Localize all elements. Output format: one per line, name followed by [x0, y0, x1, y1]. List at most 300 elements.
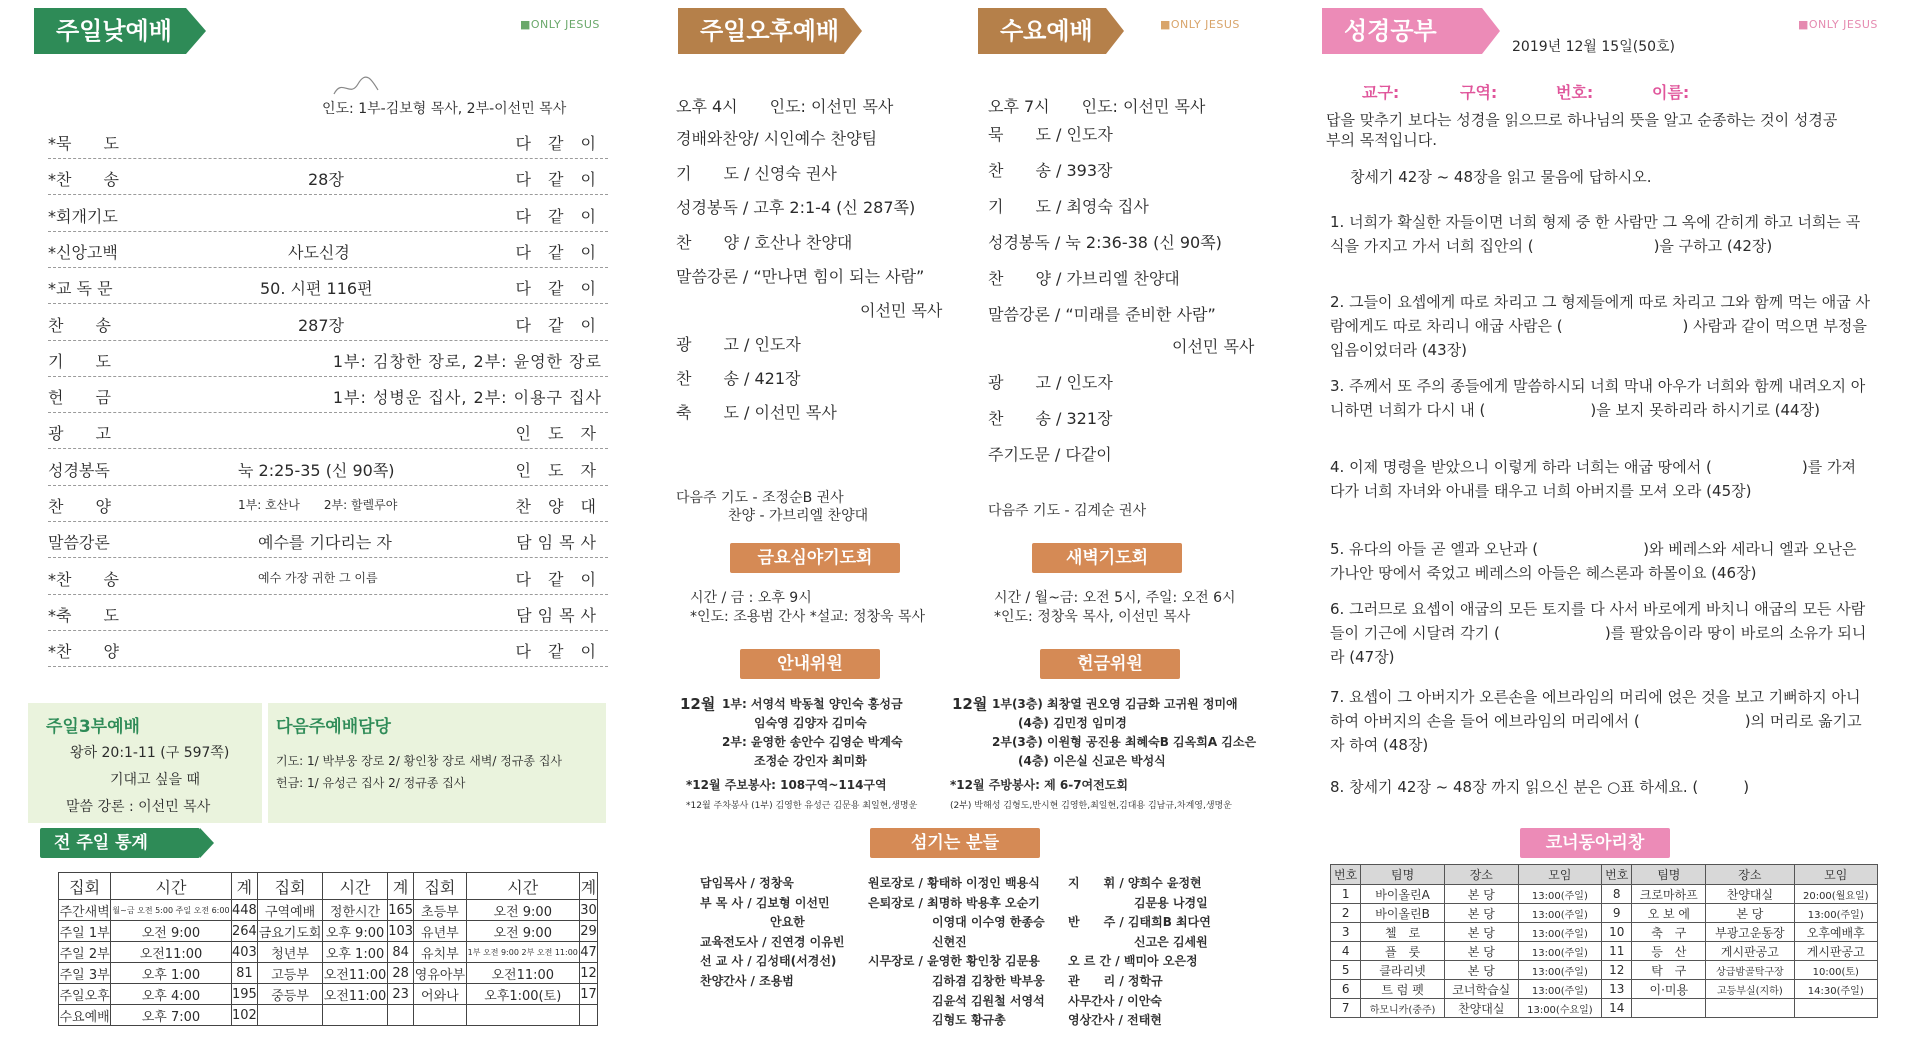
order-item-label: 성경봉독 [48, 460, 110, 480]
order-item-label: 찬 송 [48, 315, 111, 335]
club-column-header: 번호 [1602, 865, 1632, 885]
order-row [48, 376, 608, 413]
table-cell: 부광고운동장 [1706, 923, 1794, 942]
table-cell: 찬양대실 [1706, 885, 1794, 904]
table-cell: 주일오후 [59, 984, 111, 1005]
table-cell: 오후 4:00 [111, 984, 232, 1005]
table-cell: 오전 9:00 [111, 921, 232, 942]
club-column-header: 모임 [1794, 865, 1877, 885]
club-column-header: 번호 [1331, 865, 1361, 885]
table-cell: 오전 9:00 [466, 900, 580, 921]
friday-time: 시간 / 금 : 오후 9시 [690, 590, 812, 606]
order-item-leader: 찬 양 대 [515, 497, 602, 516]
table-cell: 본 당 [1444, 942, 1518, 961]
table-cell: 금요기도회 [258, 921, 323, 942]
table-cell: 유년부 [414, 921, 466, 942]
offering-month: 12월 [952, 695, 988, 713]
order-line: 광 고 / 인도자 [676, 335, 801, 354]
bible-question: 8. 창세기 42장 ~ 48장 까지 읽으신 분은 ○표 하세요. ( ) [1330, 778, 1750, 796]
table-cell: 20:00(월요일) [1794, 885, 1877, 904]
table-cell: 오후 1:00 [323, 942, 388, 963]
order-line: 묵 도 / 인도자 [988, 125, 1113, 144]
table-cell: 중등부 [258, 984, 323, 1005]
stats-column-header: 시간 [111, 873, 232, 900]
order-row [48, 449, 608, 486]
server-line: 사무간사 / 이안숙 [1068, 993, 1162, 1008]
table-cell: 13:00(수요일) [1518, 999, 1601, 1018]
table-cell: 403 [231, 942, 257, 963]
bible-question: 3. 주께서 또 주의 종들에게 말씀하시되 너희 막내 아우가 너희와 함께 내려오지 아니하면 너희가 다시 내 ( )을 보지 못하리라 하시기로 (44장) [1330, 377, 1866, 419]
table-cell: 월~금 오전 5:00 주일 오전 6:00 [111, 900, 232, 921]
table-row [1331, 961, 1878, 980]
bible-study-header: 성경공부 [1322, 8, 1482, 54]
server-line: 시무장로 / 윤영한 황인창 김문용 [868, 954, 1040, 969]
table-cell: 플 룻 [1361, 942, 1445, 961]
order-line: 찬 송 / 421장 [676, 369, 801, 388]
morning-leader: 인도: 1부-김보형 목사, 2부-이선민 목사 [322, 101, 567, 117]
table-cell: 고등부 [258, 963, 323, 984]
order-item-detail: 눅 2:25-35 (신 90쪽) [238, 460, 395, 480]
table-cell: 고등부실(지하) [1706, 980, 1794, 999]
parking-volunteers: *12월 주차봉사 (1부) 김영한 유성근 김문용 최일현,생명운 [686, 801, 918, 811]
table-cell: 165 [387, 900, 413, 921]
header-arrow [186, 8, 206, 54]
table-cell: 264 [231, 921, 257, 942]
club-table [1330, 864, 1878, 1018]
only-jesus-tag: ■ONLY JESUS [1160, 18, 1240, 31]
order-row [48, 485, 608, 522]
order-line: 찬 송 / 321장 [988, 409, 1113, 428]
afternoon-time: 오후 4시 인도: 이선민 목사 [676, 97, 894, 116]
server-line: 오 르 간 / 백미아 오은정 [1068, 954, 1198, 969]
table-cell: 195 [231, 984, 257, 1005]
order-row [48, 594, 608, 631]
field-zone: 구역: [1460, 83, 1498, 102]
order-row [48, 521, 608, 558]
table-cell: 13:00(주일) [1518, 961, 1601, 980]
table-cell: 하모니카(중주) [1361, 999, 1445, 1018]
table-row [1331, 942, 1878, 961]
table-cell: 본 당 [1444, 923, 1518, 942]
table-cell: 14:30(주일) [1794, 980, 1877, 999]
order-row [48, 412, 608, 449]
order-item-label: *찬 양 [48, 642, 119, 662]
table-cell: 13 [1602, 980, 1632, 999]
order-item-leader: 담임목사 [516, 605, 602, 625]
table-row [1331, 999, 1878, 1018]
order-line: 찬 양 / 호산나 찬양대 [676, 232, 853, 252]
wednesday-next-prayer: 다음주 기도 - 김계순 권사 [988, 503, 1147, 519]
third-service-passage: 왕하 20:1-11 (구 597쪽) [70, 745, 230, 761]
table-cell [387, 1005, 413, 1026]
server-line: 원로장로 / 황태하 이정인 백용식 [868, 876, 1040, 890]
table-cell: 13:00(주일) [1518, 980, 1601, 999]
stats-column-header: 시간 [466, 873, 580, 900]
table-cell: 3 [1331, 923, 1361, 942]
order-item-leader: 다 같 이 [515, 206, 602, 226]
bible-intro: 답을 맞추기 보다는 성경을 읽으므로 하나님의 뜻을 알고 순종하는 것이 성경공부의 목적입니다. [1326, 111, 1838, 149]
order-item-detail: 287장 [298, 315, 344, 335]
table-cell: 상급밤골탁구장 [1706, 961, 1794, 980]
table-cell: 초등부 [414, 900, 466, 921]
server-line: 반 주 / 김태희B 최다연 [1068, 915, 1211, 930]
next-week-title: 다음주예배담당 [276, 717, 391, 737]
table-cell: 17 [580, 984, 598, 1005]
bulletin-volunteers: *12월 주보봉사: 108구역~114구역 [686, 778, 887, 792]
friday-leaders: *인도: 조용범 간사 *설교: 정창욱 목사 [690, 609, 926, 625]
order-line: 찬 양 / 가브리엘 찬양대 [988, 269, 1180, 288]
table-row [59, 984, 598, 1005]
table-cell: 첼 로 [1361, 923, 1445, 942]
table-cell: 바이올린B [1361, 904, 1445, 923]
table-cell [258, 1005, 323, 1026]
club-column-header: 장소 [1706, 865, 1794, 885]
table-cell: 10 [1602, 923, 1632, 942]
table-cell: 주일 1부 [59, 921, 111, 942]
table-cell: 29 [580, 921, 598, 942]
table-cell: 103 [387, 921, 413, 942]
divider [262, 703, 268, 823]
wednesday-preacher: 이선민 목사 [1172, 337, 1255, 356]
order-item-leader: 1부: 김창한 장로, 2부: 윤영한 장로 [332, 351, 602, 371]
stats-column-header: 시간 [323, 873, 388, 900]
table-cell: 어와나 [414, 984, 466, 1005]
table-cell: 오 보 에 [1632, 904, 1706, 923]
table-cell: 본 당 [1444, 885, 1518, 904]
bible-instruction: 창세기 42장 ~ 48장을 읽고 물음에 답하시오. [1350, 168, 1652, 186]
bible-question: 1. 너희가 확실한 자들이면 너희 형제 중 한 사람만 그 옥에 갇히게 하고 너희는 곡식을 가지고 가서 너희 집안의 ( )을 구하고 (42장) [1330, 213, 1861, 255]
order-item-leader: 다 같 이 [515, 569, 602, 589]
server-line: 이영대 이수영 한종승 [932, 915, 1045, 930]
table-cell: 탁 구 [1632, 961, 1706, 980]
table-cell: 오전11:00 [466, 963, 580, 984]
table-cell: 본 당 [1706, 904, 1794, 923]
order-item-leader: 다 같 이 [515, 315, 602, 335]
table-cell: 8 [1602, 885, 1632, 904]
usher-line: 임숙영 김양자 김미숙 [754, 716, 867, 730]
table-cell: 13:00(주일) [1794, 904, 1877, 923]
offering-line: 1부(3층) 최창열 권오영 김금화 고귀원 정미애 [992, 697, 1238, 711]
field-number: 번호: [1556, 83, 1594, 102]
stats-column-header: 계 [580, 873, 598, 900]
order-item-label: *신앙고백 [48, 242, 118, 262]
wednesday-time: 오후 7시 인도: 이선민 목사 [988, 97, 1206, 116]
wednesday-worship-header: 수요예배 [978, 8, 1106, 54]
dawn-leaders: *인도: 정창욱 목사, 이선민 목사 [994, 609, 1191, 625]
table-row [1331, 923, 1878, 942]
server-line: 교육전도사 / 진연경 이유빈 [700, 934, 845, 949]
third-service-title: 주일3부예배 [46, 717, 140, 737]
order-item-label: 헌 금 [48, 388, 111, 408]
table-cell: 오후 1:00 [111, 963, 232, 984]
table-cell: 구역예배 [258, 900, 323, 921]
order-item-leader: 담임목사 [516, 533, 602, 553]
stats-column-header: 계 [231, 873, 257, 900]
table-cell: 102 [231, 1005, 257, 1026]
table-cell: 이·미용 [1632, 980, 1706, 999]
server-line: 부 목 사 / 김보형 이선민 [700, 895, 830, 910]
order-item-leader: 다 같 이 [515, 642, 602, 662]
order-item-label: *교 독 문 [48, 279, 113, 299]
club-column-header: 팀명 [1632, 865, 1706, 885]
club-column-header: 장소 [1444, 865, 1518, 885]
table-cell: 5 [1331, 961, 1361, 980]
order-item-leader: 1부: 성병운 집사, 2부: 이용구 집사 [332, 388, 602, 408]
table-row [1331, 980, 1878, 999]
table-cell: 4 [1331, 942, 1361, 961]
server-line: 신고은 김세원 [1134, 934, 1208, 949]
table-row [59, 963, 598, 984]
order-line: 성경봉독 / 눅 2:36-38 (신 90쪽) [988, 233, 1222, 252]
table-row [1331, 904, 1878, 923]
table-cell: 클라리넷 [1361, 961, 1445, 980]
order-row [48, 558, 608, 595]
order-item-leader: 다 같 이 [515, 170, 602, 190]
table-cell: 13:00(주일) [1518, 904, 1601, 923]
bible-question: 5. 유다의 아들 곧 엘과 오난과 ( )와 베레스와 세라니 엘과 오난은 가나안 땅에서 죽었고 베레스의 아들은 헤스론과 하몰이요 (46장) [1330, 540, 1857, 582]
order-item-detail: 예수 가장 귀한 그 이름 [258, 570, 378, 585]
afternoon-next-praise: 찬양 - 가브리엘 찬양대 [728, 508, 869, 524]
table-cell: 정한시간 [323, 900, 388, 921]
order-item-detail: 50. 시편 116편 [260, 279, 373, 299]
table-cell: 10:00(토) [1794, 961, 1877, 980]
table-cell [466, 1005, 580, 1026]
table-cell: 오후예배후 [1794, 923, 1877, 942]
order-item-leader: 다 같 이 [515, 279, 602, 299]
server-line: 은퇴장로 / 최명하 박용후 오순기 [868, 895, 1040, 910]
table-cell: 1 [1331, 885, 1361, 904]
header-arrow [1106, 8, 1124, 54]
order-line: 말씀강론 / “미래를 준비한 사람” [988, 305, 1216, 324]
order-line: 기 도 / 최영숙 집사 [988, 197, 1149, 216]
table-cell: 게시판공고 [1794, 942, 1877, 961]
stats-title: 전 주일 통계 [40, 828, 200, 858]
table-cell [1632, 999, 1706, 1018]
morning-worship-header: 주일낮예배 [34, 8, 186, 54]
next-week-prayer: 기도: 1/ 박부웅 장로 2/ 황인창 장로 새벽/ 정규종 집사 [276, 754, 563, 768]
table-row [1331, 885, 1878, 904]
order-item-leader: 다 같 이 [515, 242, 602, 262]
order-item-leader: 다 같 이 [515, 134, 602, 153]
order-item-label: 말씀강론 [48, 533, 110, 553]
server-line: 선 교 사 / 김성태(서경선) [700, 954, 837, 969]
ornament-icon [332, 76, 382, 100]
table-cell: 13:00(주일) [1518, 942, 1601, 961]
order-row [48, 630, 608, 667]
server-line: 김형도 황규총 [932, 1013, 1006, 1028]
table-cell: 바이올린A [1361, 885, 1445, 904]
table-cell: 81 [231, 963, 257, 984]
field-name: 이름: [1652, 83, 1690, 102]
next-week-offering: 헌금: 1/ 유성근 집사 2/ 정규종 집사 [276, 776, 466, 790]
server-line: 김하겸 김창한 박부웅 [932, 974, 1045, 988]
table-cell: 본 당 [1444, 904, 1518, 923]
table-cell: 12 [1602, 961, 1632, 980]
table-cell: 14 [1602, 999, 1632, 1018]
order-item-label: 찬 양 [48, 497, 111, 516]
usher-line: 2부: 윤영한 송안수 김영순 박계숙 [722, 735, 903, 749]
table-cell: 7 [1331, 999, 1361, 1018]
order-item-detail: 28장 [308, 170, 344, 190]
table-cell: 오전11:00 [111, 942, 232, 963]
table-cell: 주일 2부 [59, 942, 111, 963]
only-jesus-tag: ■ONLY JESUS [520, 18, 600, 31]
order-line: 경배와찬양/ 시인예수 찬양팀 [676, 129, 878, 148]
order-line: 광 고 / 인도자 [988, 373, 1113, 392]
table-cell: 2 [1331, 904, 1361, 923]
header-arrow [844, 8, 862, 54]
order-line: 성경봉독 / 고후 2:1-4 (신 287쪽) [676, 198, 916, 217]
order-item-leader: 인 도 자 [515, 424, 602, 444]
table-cell: 오후 9:00 [323, 921, 388, 942]
table-cell: 9 [1602, 904, 1632, 923]
table-cell [580, 1005, 598, 1026]
club-title: 코너동아리창 [1520, 828, 1670, 858]
offering-line: (4층) 김민정 임미경 [1018, 716, 1127, 730]
server-line: 김문용 나경일 [1134, 895, 1208, 910]
order-row [48, 267, 608, 304]
order-row [48, 158, 608, 195]
order-item-detail: 사도신경 [288, 242, 350, 262]
table-cell: 영유아부 [414, 963, 466, 984]
table-cell: 오전11:00 [323, 963, 388, 984]
table-cell: 수요예배 [59, 1005, 111, 1026]
offering-title: 헌금위원 [1040, 649, 1180, 679]
server-line: 신현진 [932, 934, 967, 949]
order-row [48, 231, 608, 268]
order-row [48, 122, 608, 159]
table-cell: 11 [1602, 942, 1632, 961]
order-item-label: 광 고 [48, 424, 111, 444]
usher-month: 12월 [680, 695, 716, 713]
table-cell [323, 1005, 388, 1026]
usher-title: 안내위원 [740, 649, 880, 679]
table-cell: 축 구 [1632, 923, 1706, 942]
bulletin-date: 2019년 12월 15일(50호) [1512, 39, 1675, 55]
usher-line: 1부: 서영석 박동철 양인숙 홍성금 [722, 697, 903, 711]
club-column-header: 모임 [1518, 865, 1601, 885]
order-item-label: *묵 도 [48, 134, 119, 153]
order-row [48, 304, 608, 341]
server-line: 담임목사 / 정창욱 [700, 876, 794, 890]
order-line: 주기도문 / 다같이 [988, 445, 1112, 464]
table-cell: 찬양대실 [1444, 999, 1518, 1018]
order-item-label: 기 도 [48, 351, 111, 371]
order-item-label: *찬 송 [48, 569, 119, 589]
table-cell: 오후1:00(토) [466, 984, 580, 1005]
table-cell: 6 [1331, 980, 1361, 999]
kitchen-volunteers: *12월 주방봉사: 제 6-7여전도회 [950, 778, 1128, 792]
table-cell: 12 [580, 963, 598, 984]
table-cell: 448 [231, 900, 257, 921]
club-column-header: 팀명 [1361, 865, 1445, 885]
stats-column-header: 집회 [258, 873, 323, 900]
table-cell: 오전11:00 [323, 984, 388, 1005]
server-line: 찬양간사 / 조용범 [700, 974, 794, 988]
order-item-leader: 인 도 자 [515, 460, 602, 480]
table-cell: 84 [387, 942, 413, 963]
table-cell: 등 산 [1632, 942, 1706, 961]
table-cell: 30 [580, 900, 598, 921]
table-cell: 게시판공고 [1706, 942, 1794, 961]
third-service-preacher: 말씀 강론 : 이선민 목사 [66, 799, 211, 815]
third-service-sermon-title: 기대고 싶을 때 [110, 772, 201, 788]
bible-question: 6. 그러므로 요셉이 애굽의 모든 토지를 다 사서 바로에게 바치니 애굽의 모든 사람들이 기근에 시달려 각기 ( )를 팔았음이라 땅이 바로의 소유가 되니라 (47장) [1330, 600, 1867, 666]
table-row [59, 942, 598, 963]
table-cell: 주간새벽 [59, 900, 111, 921]
usher-line: 조정순 강인자 최미화 [754, 754, 867, 768]
table-cell: 13:00(주일) [1518, 885, 1601, 904]
table-cell: 23 [387, 984, 413, 1005]
offering-line: 2부(3층) 이원형 공진용 최혜숙B 김옥희A 김소은 [992, 735, 1257, 749]
table-cell: 1부 오전 9:00 2부 오전 11:00 [466, 942, 580, 963]
order-line: 찬 송 / 393장 [988, 161, 1113, 180]
table-cell: 13:00(주일) [1518, 923, 1601, 942]
table-cell [1794, 999, 1877, 1018]
only-jesus-tag: ■ONLY JESUS [1798, 18, 1878, 31]
table-cell: 오후 7:00 [111, 1005, 232, 1026]
afternoon-next-prayer: 다음주 기도 - 조정순B 권사 [676, 490, 844, 506]
order-item-detail: 예수를 기다리는 자 [258, 533, 392, 553]
dawn-time: 시간 / 월~금: 오전 5시, 주일: 오전 6시 [994, 590, 1236, 606]
attendance-table [58, 872, 598, 1026]
stats-column-header: 집회 [59, 873, 111, 900]
table-cell: 47 [580, 942, 598, 963]
header-arrow [1482, 8, 1500, 54]
server-line: 지 휘 / 양희수 윤정현 [1068, 876, 1202, 890]
table-cell: 코너학습실 [1444, 980, 1518, 999]
table-cell: 유치부 [414, 942, 466, 963]
order-line: 말씀강론 / “만나면 힘이 되는 사람” [676, 267, 925, 286]
table-cell: 오전 9:00 [466, 921, 580, 942]
stats-column-header: 계 [387, 873, 413, 900]
friday-prayer-title: 금요심야기도회 [730, 543, 900, 573]
table-cell: 크로마하프 [1632, 885, 1706, 904]
field-district: 교구: [1362, 83, 1400, 102]
servers-title: 섬기는 분들 [870, 828, 1040, 858]
order-line: 기 도 / 신영숙 권사 [676, 163, 837, 183]
order-row [48, 195, 608, 232]
server-line: 안요한 [770, 915, 805, 930]
table-cell: 청년부 [258, 942, 323, 963]
table-cell: 주일 3부 [59, 963, 111, 984]
dawn-prayer-title: 새벽기도회 [1032, 543, 1182, 573]
order-item-detail: 1부: 호산나 2부: 할렐루야 [238, 498, 398, 512]
server-line: 김윤석 김원철 서영석 [932, 993, 1045, 1008]
header-arrow [200, 828, 214, 858]
offering-line: (4층) 이은실 신교은 박성식 [1018, 754, 1166, 768]
table-cell [1706, 999, 1794, 1018]
order-line: 축 도 / 이선민 목사 [676, 403, 837, 422]
bible-question: 4. 이제 명령을 받았으니 이렇게 하라 너희는 애굽 땅에서 ( )를 가져다가 너희 자녀와 아내를 태우고 너희 아버지를 모셔 오라 (45장) [1330, 458, 1856, 500]
order-row [48, 340, 608, 377]
order-item-label: *회개기도 [48, 206, 118, 226]
order-item-label: *축 도 [48, 605, 119, 625]
afternoon-preacher: 이선민 목사 [860, 301, 943, 320]
table-cell: 본 당 [1444, 961, 1518, 980]
server-line: 관 리 / 정학규 [1068, 974, 1163, 988]
table-cell [414, 1005, 466, 1026]
table-row [59, 900, 598, 921]
table-cell: 28 [387, 963, 413, 984]
afternoon-worship-header: 주일오후예배 [678, 8, 844, 54]
table-row [59, 1005, 598, 1026]
order-item-label: *찬 송 [48, 170, 119, 190]
parking-volunteers-2: (2부) 박해성 김형도,반시현 김영한,최일현,김대용 김남규,차계영,생명운 [950, 801, 1232, 811]
bible-question: 2. 그들이 요셉에게 따로 차리고 그 형제들에게 따로 차리고 그와 함께 먹는 애굽 사람에게도 따로 차리니 애굽 사람은 ( ) 사람과 같이 먹으면 부정을 입음이었더라 (43장) [1330, 293, 1870, 359]
bible-question: 7. 요셉이 그 아버지가 오른손을 에브라임의 머리에 얹은 것을 보고 기뻐하지 아니하여 아버지의 손을 들어 에브라임의 머리에서 ( )의 머리로 옮기고자 하여 (48장) [1330, 688, 1862, 754]
table-cell: 트 럼 펫 [1361, 980, 1445, 999]
